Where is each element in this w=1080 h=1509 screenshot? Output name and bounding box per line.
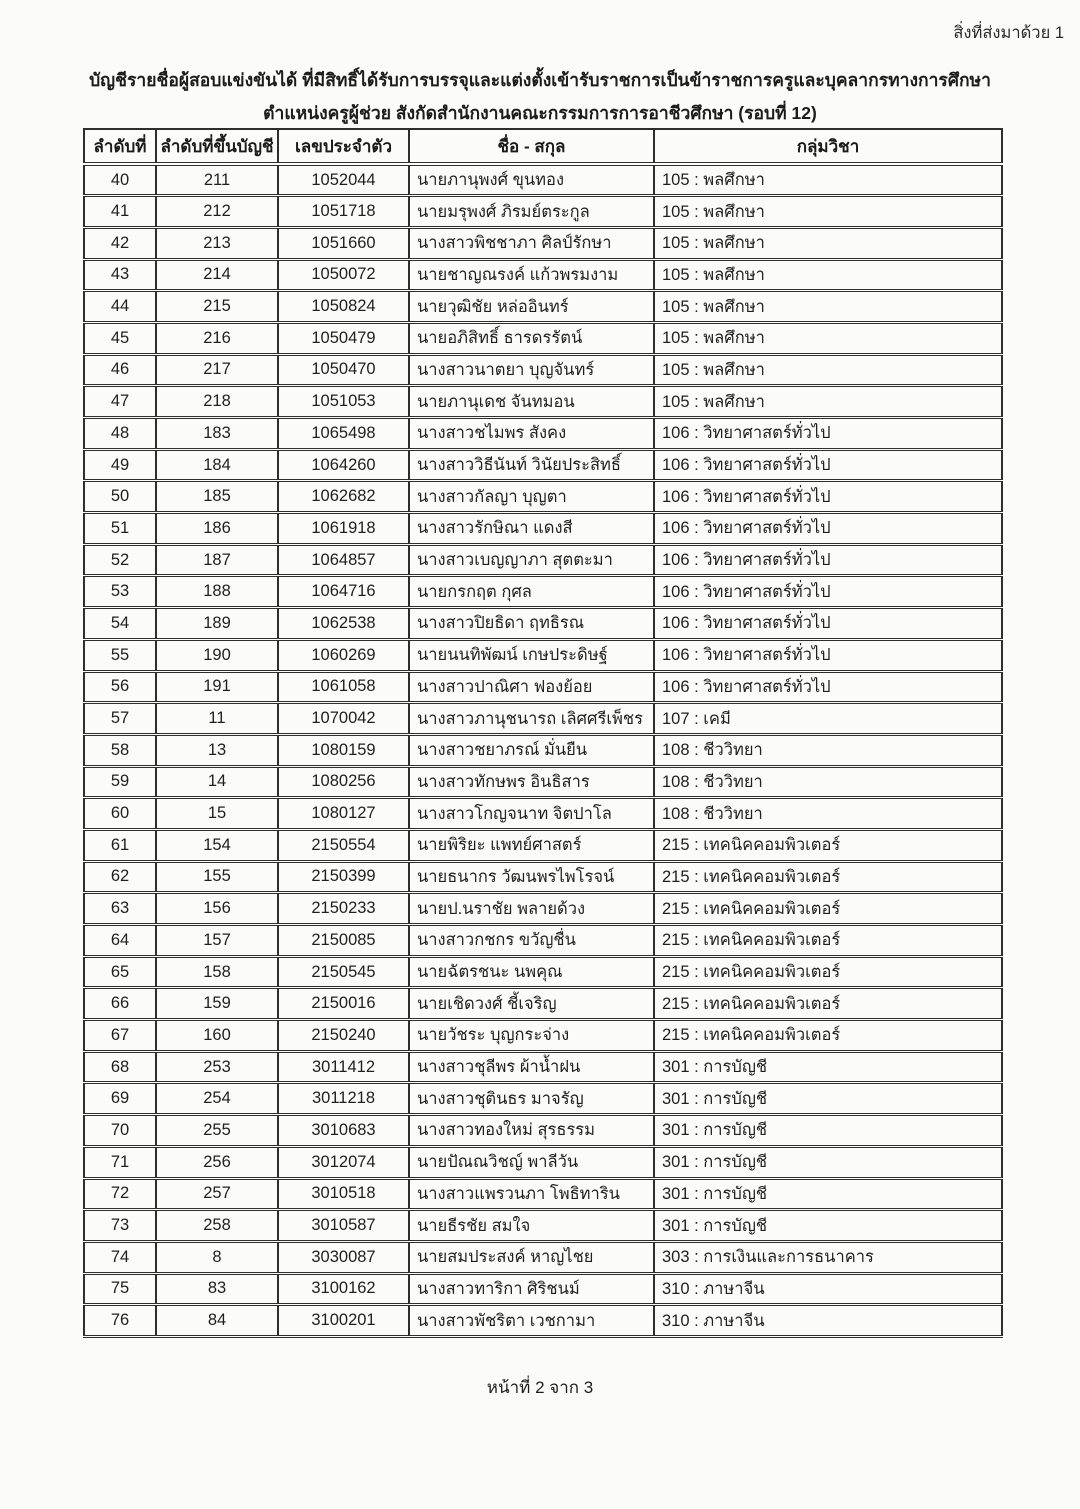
cell-candidate-id: 1080256	[278, 766, 409, 798]
cell-subject-group: 105 : พลศึกษา	[654, 196, 1002, 228]
table-row	[84, 164, 1002, 196]
cell-name: นางสาวปาณิศา ฟองย้อย	[409, 671, 654, 703]
cell-name: นางสาวเบญญาภา สุตตะมา	[409, 544, 654, 576]
cell-order: 54	[84, 608, 156, 640]
table-row	[84, 227, 1002, 259]
document-title-line1: บัญชีรายชื่อผู้สอบแข่งขันได้ ที่มีสิทธิ์ได้รับการบรรจุและแต่งตั้งเข้ารับราชการเป็นข้าราชการครูและบุคลากรทางการศึกษา	[89, 70, 991, 90]
cell-subject-group: 303 : การเงินและการธนาคาร	[654, 1241, 1002, 1273]
cell-subject-group: 301 : การบัญชี	[654, 1051, 1002, 1083]
document-title	[0, 72, 1080, 122]
cell-candidate-id: 1052044	[278, 164, 409, 196]
table-row	[84, 1210, 1002, 1242]
cell-register-order: 257	[156, 1178, 278, 1210]
cell-order: 52	[84, 544, 156, 576]
cell-subject-group: 105 : พลศึกษา	[654, 322, 1002, 354]
cell-order: 71	[84, 1146, 156, 1178]
cell-subject-group: 215 : เทคนิคคอมพิวเตอร์	[654, 1020, 1002, 1052]
cell-register-order: 189	[156, 608, 278, 640]
cell-subject-group: 106 : วิทยาศาสตร์ทั่วไป	[654, 513, 1002, 545]
cell-register-order: 14	[156, 766, 278, 798]
table-body	[84, 164, 1002, 1336]
cell-name: นายธนากร วัฒนพรไพโรจน์	[409, 861, 654, 893]
cell-subject-group: 215 : เทคนิคคอมพิวเตอร์	[654, 829, 1002, 861]
cell-candidate-id: 2150545	[278, 956, 409, 988]
cell-name: นางสาวโกญจนาท จิตปาโล	[409, 798, 654, 830]
cell-order: 72	[84, 1178, 156, 1210]
cell-candidate-id: 2150554	[278, 829, 409, 861]
cell-register-order: 186	[156, 513, 278, 545]
table-row	[84, 354, 1002, 386]
cell-subject-group: 108 : ชีววิทยา	[654, 766, 1002, 798]
cell-order: 40	[84, 164, 156, 196]
cell-candidate-id: 1064260	[278, 449, 409, 481]
cell-order: 58	[84, 734, 156, 766]
table-row	[84, 291, 1002, 323]
cell-candidate-id: 2150399	[278, 861, 409, 893]
cell-subject-group: 105 : พลศึกษา	[654, 386, 1002, 418]
table-row	[84, 259, 1002, 291]
table-row	[84, 798, 1002, 830]
cell-order: 44	[84, 291, 156, 323]
cell-register-order: 157	[156, 925, 278, 957]
cell-register-order: 215	[156, 291, 278, 323]
cell-order: 55	[84, 639, 156, 671]
cell-register-order: 213	[156, 227, 278, 259]
cell-subject-group: 215 : เทคนิคคอมพิวเตอร์	[654, 893, 1002, 925]
cell-subject-group: 105 : พลศึกษา	[654, 354, 1002, 386]
cell-register-order: 218	[156, 386, 278, 418]
cell-register-order: 183	[156, 418, 278, 450]
cell-candidate-id: 1080127	[278, 798, 409, 830]
cell-name: นายมรุพงศ์ ภิรมย์ตระกูล	[409, 196, 654, 228]
cell-name: นายนนทิพัฒน์ เกษประดิษฐ์	[409, 639, 654, 671]
cell-candidate-id: 3010587	[278, 1210, 409, 1242]
table-row	[84, 1178, 1002, 1210]
table-row	[84, 829, 1002, 861]
cell-order: 74	[84, 1241, 156, 1273]
cell-subject-group: 301 : การบัญชี	[654, 1115, 1002, 1147]
cell-order: 51	[84, 513, 156, 545]
cell-name: นางสาววิธีนันท์ วินัยประสิทธิ์	[409, 449, 654, 481]
cell-candidate-id: 3012074	[278, 1146, 409, 1178]
cell-register-order: 254	[156, 1083, 278, 1115]
cell-order: 47	[84, 386, 156, 418]
cell-name: นายอภิสิทธิ์ ธารดรรัตน์	[409, 322, 654, 354]
table-row	[84, 1146, 1002, 1178]
cell-order: 43	[84, 259, 156, 291]
cell-candidate-id: 1051053	[278, 386, 409, 418]
cell-candidate-id: 3010683	[278, 1115, 409, 1147]
cell-candidate-id: 1062538	[278, 608, 409, 640]
cell-subject-group: 310 : ภาษาจีน	[654, 1305, 1002, 1337]
cell-register-order: 212	[156, 196, 278, 228]
cell-order: 65	[84, 956, 156, 988]
cell-name: นางสาวทักษพร อินธิสาร	[409, 766, 654, 798]
header-cell-candidate-id: เลขประจำตัว	[278, 129, 409, 164]
cell-candidate-id: 1061058	[278, 671, 409, 703]
document-title-line2: ตำแหน่งครูผู้ช่วย สังกัดสำนักงานคณะกรรมการการอาชีวศึกษา (รอบที่ 12)	[263, 102, 817, 123]
cell-order: 64	[84, 925, 156, 957]
cell-register-order: 184	[156, 449, 278, 481]
cell-register-order: 156	[156, 893, 278, 925]
cell-order: 42	[84, 227, 156, 259]
cell-register-order: 155	[156, 861, 278, 893]
cell-candidate-id: 1050824	[278, 291, 409, 323]
cell-register-order: 258	[156, 1210, 278, 1242]
table-row	[84, 544, 1002, 576]
cell-candidate-id: 1065498	[278, 418, 409, 450]
cell-register-order: 211	[156, 164, 278, 196]
cell-subject-group: 106 : วิทยาศาสตร์ทั่วไป	[654, 418, 1002, 450]
cell-order: 67	[84, 1020, 156, 1052]
cell-candidate-id: 1080159	[278, 734, 409, 766]
cell-subject-group: 215 : เทคนิคคอมพิวเตอร์	[654, 861, 1002, 893]
cell-name: นายภานุเดช จันทมอน	[409, 386, 654, 418]
cell-subject-group: 215 : เทคนิคคอมพิวเตอร์	[654, 988, 1002, 1020]
cell-candidate-id: 3030087	[278, 1241, 409, 1273]
cell-order: 68	[84, 1051, 156, 1083]
cell-name: นางสาวพิชชาภา ศิลป์รักษา	[409, 227, 654, 259]
cell-order: 76	[84, 1305, 156, 1337]
cell-subject-group: 108 : ชีววิทยา	[654, 798, 1002, 830]
cell-subject-group: 301 : การบัญชี	[654, 1146, 1002, 1178]
cell-candidate-id: 1051718	[278, 196, 409, 228]
cell-subject-group: 106 : วิทยาศาสตร์ทั่วไป	[654, 449, 1002, 481]
cell-register-order: 13	[156, 734, 278, 766]
cell-name: นางสาวทาริกา ศิริชนม์	[409, 1273, 654, 1305]
table-row	[84, 1273, 1002, 1305]
cell-name: นายวุฒิชัย หล่ออินทร์	[409, 291, 654, 323]
cell-register-order: 8	[156, 1241, 278, 1273]
cell-name: นางสาวรักษิณา แดงสี	[409, 513, 654, 545]
cell-name: นายปัณณวิชญ์ พาลีวัน	[409, 1146, 654, 1178]
table-row	[84, 1083, 1002, 1115]
table-row	[84, 449, 1002, 481]
cell-candidate-id: 3100162	[278, 1273, 409, 1305]
table-row	[84, 322, 1002, 354]
table-row	[84, 1305, 1002, 1337]
cell-candidate-id: 1060269	[278, 639, 409, 671]
cell-name: นางสาวทองใหม่ สุรธรรม	[409, 1115, 654, 1147]
table-row	[84, 988, 1002, 1020]
cell-name: นางสาวชุตินธร มาจรัญ	[409, 1083, 654, 1115]
cell-register-order: 191	[156, 671, 278, 703]
cell-name: นางสาวกัลญา บุญตา	[409, 481, 654, 513]
cell-register-order: 217	[156, 354, 278, 386]
cell-candidate-id: 3011412	[278, 1051, 409, 1083]
table-row	[84, 481, 1002, 513]
cell-register-order: 84	[156, 1305, 278, 1337]
cell-subject-group: 106 : วิทยาศาสตร์ทั่วไป	[654, 671, 1002, 703]
header-cell-order: ลำดับที่	[84, 129, 156, 164]
table-row	[84, 734, 1002, 766]
cell-subject-group: 215 : เทคนิคคอมพิวเตอร์	[654, 956, 1002, 988]
cell-name: นายเชิดวงศ์ ชี้เจริญ	[409, 988, 654, 1020]
attachment-label: สิ่งที่ส่งมาด้วย 1	[953, 24, 1064, 42]
cell-name: นางสาวพัชริตา เวชกามา	[409, 1305, 654, 1337]
cell-register-order: 185	[156, 481, 278, 513]
cell-candidate-id: 2150240	[278, 1020, 409, 1052]
cell-order: 53	[84, 576, 156, 608]
cell-register-order: 188	[156, 576, 278, 608]
cell-name: นางสาวปิยธิดา ฤทธิรณ	[409, 608, 654, 640]
cell-name: นายภานุพงศ์ ขุนทอง	[409, 164, 654, 196]
cell-candidate-id: 1050479	[278, 322, 409, 354]
cell-register-order: 159	[156, 988, 278, 1020]
cell-subject-group: 301 : การบัญชี	[654, 1210, 1002, 1242]
cell-candidate-id: 1064716	[278, 576, 409, 608]
cell-subject-group: 105 : พลศึกษา	[654, 164, 1002, 196]
table-header-row	[84, 129, 1002, 164]
cell-candidate-id: 1061918	[278, 513, 409, 545]
cell-subject-group: 105 : พลศึกษา	[654, 259, 1002, 291]
cell-register-order: 253	[156, 1051, 278, 1083]
cell-name: นางสาวชยาภรณ์ มั่นยืน	[409, 734, 654, 766]
cell-register-order: 154	[156, 829, 278, 861]
cell-candidate-id: 3010518	[278, 1178, 409, 1210]
header-cell-register-order: ลำดับที่ขึ้นบัญชี	[156, 129, 278, 164]
cell-candidate-id: 1050072	[278, 259, 409, 291]
cell-register-order: 160	[156, 1020, 278, 1052]
header-cell-subject-group: กลุ่มวิชา	[654, 129, 1002, 164]
cell-name: นางสาวชไมพร สังคง	[409, 418, 654, 450]
cell-candidate-id: 1062682	[278, 481, 409, 513]
cell-register-order: 256	[156, 1146, 278, 1178]
cell-order: 41	[84, 196, 156, 228]
cell-name: นายกรกฤต กุศล	[409, 576, 654, 608]
cell-name: นายชาญณรงค์ แก้วพรมงาม	[409, 259, 654, 291]
cell-subject-group: 106 : วิทยาศาสตร์ทั่วไป	[654, 576, 1002, 608]
table-row	[84, 639, 1002, 671]
cell-candidate-id: 3100201	[278, 1305, 409, 1337]
cell-register-order: 11	[156, 703, 278, 735]
cell-register-order: 15	[156, 798, 278, 830]
table-row	[84, 766, 1002, 798]
table-row	[84, 956, 1002, 988]
cell-candidate-id: 3011218	[278, 1083, 409, 1115]
cell-name: นายสมประสงค์ หาญไชย	[409, 1241, 654, 1273]
cell-order: 75	[84, 1273, 156, 1305]
cell-subject-group: 215 : เทคนิคคอมพิวเตอร์	[654, 925, 1002, 957]
table-row	[84, 1115, 1002, 1147]
table-row	[84, 671, 1002, 703]
cell-name: นายวัชระ บุญกระจ่าง	[409, 1020, 654, 1052]
table-row	[84, 861, 1002, 893]
cell-name: นายพิริยะ แพทย์ศาสตร์	[409, 829, 654, 861]
cell-register-order: 158	[156, 956, 278, 988]
cell-subject-group: 106 : วิทยาศาสตร์ทั่วไป	[654, 481, 1002, 513]
cell-subject-group: 106 : วิทยาศาสตร์ทั่วไป	[654, 608, 1002, 640]
cell-order: 60	[84, 798, 156, 830]
table-row	[84, 576, 1002, 608]
cell-candidate-id: 2150233	[278, 893, 409, 925]
table-row	[84, 418, 1002, 450]
cell-order: 62	[84, 861, 156, 893]
table-row	[84, 703, 1002, 735]
cell-order: 63	[84, 893, 156, 925]
cell-order: 73	[84, 1210, 156, 1242]
cell-subject-group: 108 : ชีววิทยา	[654, 734, 1002, 766]
cell-name: นางสาวชุลีพร ผ้าน้ำฝน	[409, 1051, 654, 1083]
cell-candidate-id: 2150016	[278, 988, 409, 1020]
cell-name: นางสาวกชกร ขวัญชื่น	[409, 925, 654, 957]
table-row	[84, 386, 1002, 418]
cell-subject-group: 106 : วิทยาศาสตร์ทั่วไป	[654, 544, 1002, 576]
cell-order: 48	[84, 418, 156, 450]
cell-subject-group: 105 : พลศึกษา	[654, 227, 1002, 259]
cell-candidate-id: 1070042	[278, 703, 409, 735]
candidate-list-table	[83, 128, 1003, 1338]
cell-order: 46	[84, 354, 156, 386]
cell-register-order: 187	[156, 544, 278, 576]
cell-register-order: 190	[156, 639, 278, 671]
cell-order: 66	[84, 988, 156, 1020]
cell-order: 70	[84, 1115, 156, 1147]
cell-register-order: 83	[156, 1273, 278, 1305]
cell-order: 57	[84, 703, 156, 735]
cell-subject-group: 106 : วิทยาศาสตร์ทั่วไป	[654, 639, 1002, 671]
cell-candidate-id: 1064857	[278, 544, 409, 576]
cell-order: 61	[84, 829, 156, 861]
table-row	[84, 893, 1002, 925]
table-row	[84, 1051, 1002, 1083]
table-row	[84, 196, 1002, 228]
cell-subject-group: 301 : การบัญชี	[654, 1178, 1002, 1210]
cell-subject-group: 310 : ภาษาจีน	[654, 1273, 1002, 1305]
cell-name: นางสาวนาตยา บุญจันทร์	[409, 354, 654, 386]
cell-order: 49	[84, 449, 156, 481]
cell-name: นายธีรชัย สมใจ	[409, 1210, 654, 1242]
cell-register-order: 255	[156, 1115, 278, 1147]
cell-name: นางสาวแพรวนภา โพธิทาริน	[409, 1178, 654, 1210]
table-row	[84, 513, 1002, 545]
cell-subject-group: 301 : การบัญชี	[654, 1083, 1002, 1115]
header-cell-name: ชื่อ - สกุล	[409, 129, 654, 164]
cell-name: นายป.นราชัย พลายด้วง	[409, 893, 654, 925]
cell-order: 50	[84, 481, 156, 513]
page-number-footer: หน้าที่ 2 จาก 3	[486, 1378, 594, 1397]
cell-order: 69	[84, 1083, 156, 1115]
table-row	[84, 608, 1002, 640]
cell-register-order: 216	[156, 322, 278, 354]
cell-candidate-id: 1051660	[278, 227, 409, 259]
table-row	[84, 925, 1002, 957]
cell-register-order: 214	[156, 259, 278, 291]
cell-name: นางสาวภานุชนารถ เลิศศรีเพ็ชร	[409, 703, 654, 735]
table-row	[84, 1020, 1002, 1052]
cell-order: 45	[84, 322, 156, 354]
table-row	[84, 1241, 1002, 1273]
cell-order: 59	[84, 766, 156, 798]
cell-subject-group: 107 : เคมี	[654, 703, 1002, 735]
cell-order: 56	[84, 671, 156, 703]
cell-subject-group: 105 : พลศึกษา	[654, 291, 1002, 323]
cell-name: นายฉัตรชนะ นพคุณ	[409, 956, 654, 988]
cell-candidate-id: 1050470	[278, 354, 409, 386]
cell-candidate-id: 2150085	[278, 925, 409, 957]
